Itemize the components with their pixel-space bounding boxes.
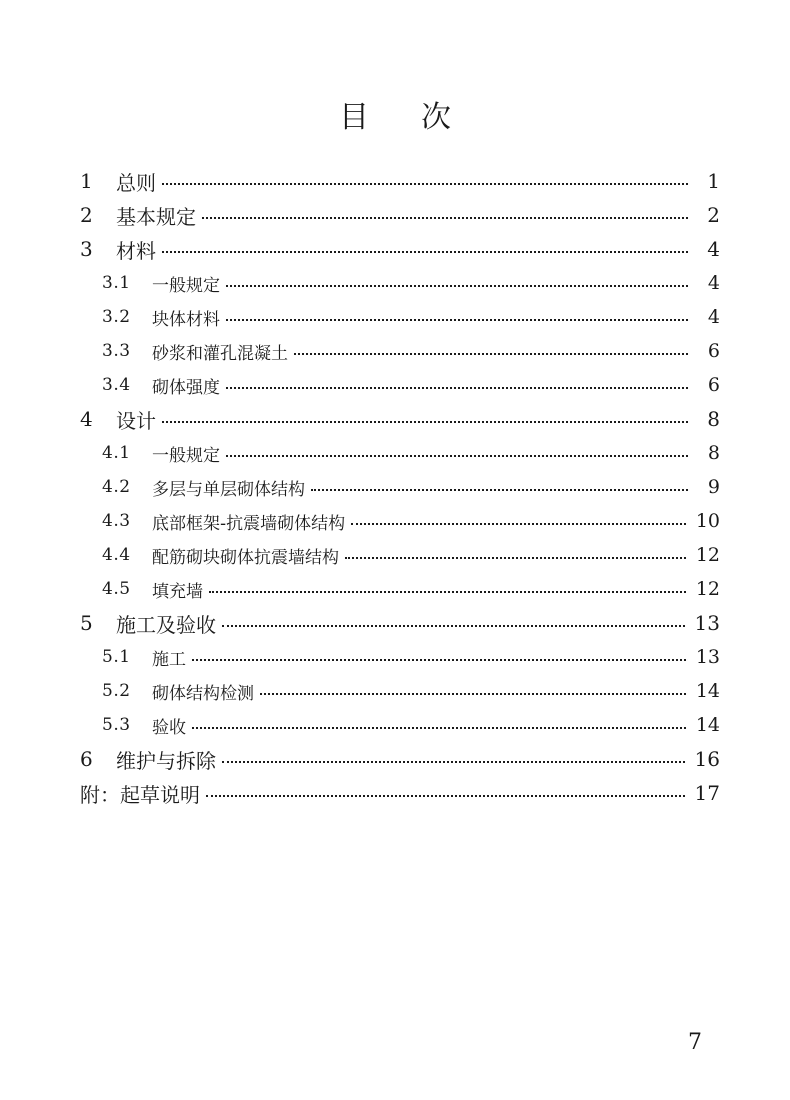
- toc-entry-label: 砂浆和灌孔混凝土: [152, 343, 288, 364]
- toc-section-entry[interactable]: [80, 538, 720, 572]
- toc-entry-label: 多层与单层砌体结构: [152, 479, 305, 500]
- toc-entry-number: 3: [80, 237, 93, 261]
- toc-entry-page-number: 13: [694, 611, 720, 635]
- toc-section-entry[interactable]: [80, 334, 720, 368]
- toc-section-entry[interactable]: [80, 266, 720, 300]
- toc-entry-label: 一般规定: [152, 445, 220, 466]
- toc-dot-leader: [162, 183, 688, 185]
- toc-entry-page-number: 4: [707, 306, 720, 328]
- toc-entry-page-number: 13: [695, 646, 720, 668]
- toc-chapter-entry[interactable]: [80, 198, 720, 232]
- toc-section-entry[interactable]: [80, 708, 720, 742]
- toc-chapter-entry[interactable]: [80, 164, 720, 198]
- toc-entry-number: 1: [80, 169, 93, 193]
- toc-dot-leader: [294, 353, 688, 355]
- toc-entry-page-number: 4: [707, 272, 720, 294]
- table-of-contents: [80, 164, 720, 810]
- toc-entry-page-number: 12: [695, 544, 720, 566]
- page-title-char-1: 目: [339, 100, 369, 136]
- toc-section-entry[interactable]: [80, 368, 720, 402]
- toc-dot-leader: [260, 693, 686, 695]
- toc-entry-label: 附：起草说明: [80, 782, 200, 807]
- toc-entry-label: 底部框架-抗震墙砌体结构: [152, 513, 346, 534]
- toc-dot-leader: [162, 421, 688, 423]
- toc-entry-label: 材料: [116, 238, 156, 263]
- toc-entry-number: 6: [80, 747, 93, 771]
- toc-entry-label: 设计: [116, 408, 156, 433]
- toc-entry-page-number: 6: [707, 374, 720, 396]
- toc-entry-page-number: 12: [695, 578, 720, 600]
- toc-entry-page-number: 6: [707, 340, 720, 362]
- toc-chapter-entry[interactable]: [80, 776, 720, 810]
- toc-chapter-entry[interactable]: [80, 232, 720, 266]
- toc-chapter-entry[interactable]: [80, 742, 720, 776]
- toc-dot-leader: [226, 387, 688, 389]
- toc-entry-number: 5.3: [102, 715, 131, 735]
- toc-entry-label: 维护与拆除: [116, 748, 216, 773]
- toc-chapter-entry[interactable]: [80, 402, 720, 436]
- toc-dot-leader: [192, 659, 686, 661]
- toc-section-entry[interactable]: [80, 470, 720, 504]
- toc-entry-number: 5.1: [102, 647, 131, 667]
- toc-entry-page-number: 9: [707, 476, 720, 498]
- toc-entry-number: 4.5: [102, 579, 131, 599]
- page-title: [0, 98, 790, 138]
- toc-entry-label: 总则: [116, 170, 156, 195]
- toc-entry-label: 块体材料: [152, 309, 220, 330]
- toc-dot-leader: [351, 523, 686, 525]
- toc-dot-leader: [209, 591, 686, 593]
- toc-entry-label: 填充墙: [152, 581, 203, 602]
- toc-entry-page-number: 4: [707, 237, 720, 261]
- toc-entry-label: 施工及验收: [116, 612, 216, 637]
- toc-entry-label: 验收: [152, 717, 186, 738]
- toc-section-entry[interactable]: [80, 436, 720, 470]
- toc-entry-number: 3.2: [102, 307, 131, 327]
- page-title-char-2: 次: [421, 100, 451, 136]
- toc-section-entry[interactable]: [80, 640, 720, 674]
- toc-entry-label: 配筋砌块砌体抗震墙结构: [152, 547, 339, 568]
- toc-entry-number: 3.3: [102, 341, 131, 361]
- toc-entry-page-number: 2: [707, 203, 720, 227]
- toc-dot-leader: [206, 795, 685, 797]
- toc-entry-number: 5.2: [102, 681, 131, 701]
- toc-entry-number: 4.2: [102, 477, 131, 497]
- toc-entry-number: 5: [80, 611, 93, 635]
- toc-entry-label: 砌体强度: [152, 377, 220, 398]
- toc-entry-number: 2: [80, 203, 93, 227]
- toc-entry-page-number: 8: [707, 407, 720, 431]
- toc-section-entry[interactable]: [80, 504, 720, 538]
- toc-dot-leader: [226, 285, 688, 287]
- toc-dot-leader: [192, 727, 686, 729]
- toc-entry-page-number: 14: [695, 680, 720, 702]
- toc-entry-page-number: 1: [707, 169, 720, 193]
- toc-entry-number: 4.4: [102, 545, 131, 565]
- toc-section-entry[interactable]: [80, 572, 720, 606]
- toc-section-entry[interactable]: [80, 674, 720, 708]
- toc-entry-page-number: 16: [694, 747, 720, 771]
- toc-entry-page-number: 14: [695, 714, 720, 736]
- toc-dot-leader: [226, 319, 688, 321]
- toc-entry-page-number: 8: [707, 442, 720, 464]
- toc-dot-leader: [222, 625, 685, 627]
- page-number: 7: [688, 1030, 702, 1055]
- toc-dot-leader: [226, 455, 688, 457]
- toc-entry-number: 4.3: [102, 511, 131, 531]
- toc-chapter-entry[interactable]: [80, 606, 720, 640]
- toc-entry-number: 4.1: [102, 443, 131, 463]
- toc-dot-leader: [311, 489, 688, 491]
- toc-entry-label: 砌体结构检测: [152, 683, 254, 704]
- toc-entry-label: 施工: [152, 649, 186, 670]
- toc-entry-page-number: 17: [694, 781, 720, 805]
- toc-entry-number: 3.1: [102, 273, 131, 293]
- toc-dot-leader: [202, 217, 688, 219]
- toc-entry-page-number: 10: [695, 510, 720, 532]
- toc-section-entry[interactable]: [80, 300, 720, 334]
- toc-entry-number: 4: [80, 407, 93, 431]
- toc-entry-label: 一般规定: [152, 275, 220, 296]
- toc-entry-number: 3.4: [102, 375, 131, 395]
- toc-entry-label: 基本规定: [116, 204, 196, 229]
- toc-dot-leader: [345, 557, 686, 559]
- toc-dot-leader: [162, 251, 688, 253]
- toc-dot-leader: [222, 761, 685, 763]
